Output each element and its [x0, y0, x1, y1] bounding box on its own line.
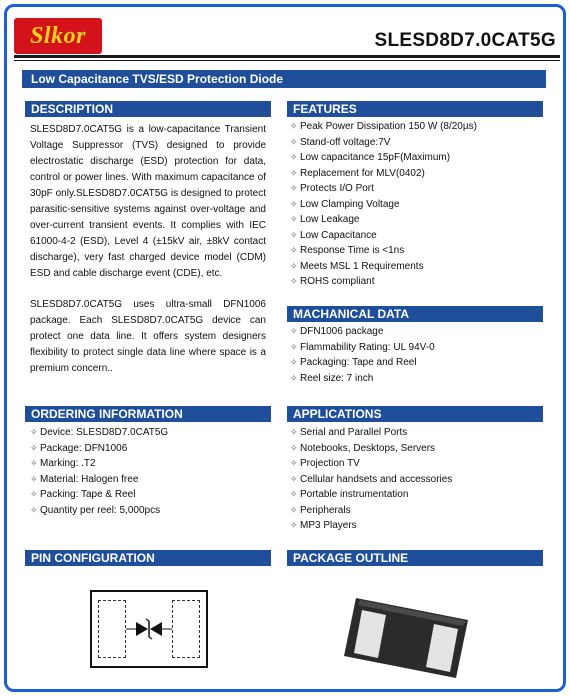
ordering-item	[30, 425, 168, 441]
diamond-outline-icon: ✧	[30, 489, 38, 499]
ordering-item-text: Package: DFN1006	[40, 442, 128, 454]
features-item-text: Meets MSL 1 Requirements	[300, 260, 424, 272]
diamond-outline-icon: ✧	[290, 372, 298, 383]
features-item-text: Low capacitance 15pF(Maximum)	[300, 152, 451, 163]
diamond-outline-icon: ✧	[290, 504, 298, 515]
features-item	[290, 181, 477, 197]
package-outline-image	[338, 590, 478, 680]
description-body	[30, 122, 266, 392]
title-divider-thin	[14, 60, 560, 61]
features-item	[290, 274, 477, 290]
mechanical-item	[290, 371, 435, 387]
diamond-outline-icon: ✧	[290, 442, 298, 453]
diamond-outline-icon: ✧	[290, 276, 298, 286]
ordering-item-text: Material: Halogen free	[40, 473, 139, 485]
ordering-heading: ORDERING INFORMATION	[25, 406, 271, 422]
features-item	[290, 150, 477, 166]
features-item	[290, 243, 477, 259]
applications-item-text: Serial and Parallel Ports	[300, 427, 408, 438]
diamond-outline-icon: ✧	[290, 198, 298, 209]
features-item-text: Peak Power Dissipation 150 W (8/20µs)	[300, 121, 477, 132]
ordering-item-text: Packing: Tape & Reel	[40, 489, 136, 500]
diamond-outline-icon: ✧	[290, 214, 298, 224]
ordering-item-text: Marking: .T2	[40, 458, 96, 469]
features-heading: FEATURES	[287, 101, 543, 117]
applications-item-text: Peripherals	[300, 504, 351, 516]
ordering-item-text: Device: SLESD8D7.0CAT5G	[40, 427, 169, 438]
features-item-text: ROHS compliant	[300, 276, 375, 287]
features-item	[290, 259, 477, 275]
applications-item-text: Cellular handsets and accessories	[300, 473, 453, 485]
ordering-item	[30, 456, 168, 472]
applications-item-text: Portable instrumentation	[300, 489, 409, 500]
applications-item-text: MP3 Players	[300, 520, 357, 531]
features-item-text: Low Capacitance	[300, 229, 377, 241]
applications-item	[290, 487, 452, 503]
diamond-outline-icon: ✧	[290, 473, 298, 484]
brand-logo	[14, 18, 102, 54]
subtitle-bar: Low Capacitance TVS/ESD Protection Diode	[22, 70, 546, 88]
mechanical-item-text: Flammability Rating: UL 94V-0	[300, 341, 435, 353]
pin-config-heading: PIN CONFIGURATION	[25, 550, 271, 566]
features-item	[290, 135, 477, 151]
part-number-title: SLESD8D7.0CAT5G	[374, 30, 556, 51]
mechanical-item	[290, 324, 435, 340]
diamond-outline-icon: ✧	[30, 427, 38, 437]
features-list	[290, 119, 477, 290]
diamond-outline-icon: ✧	[30, 458, 38, 468]
package-outline-heading: PACKAGE OUTLINE	[287, 550, 543, 566]
diamond-outline-icon: ✧	[290, 458, 298, 468]
applications-item	[290, 425, 452, 441]
diamond-outline-icon: ✧	[290, 326, 298, 336]
features-item	[290, 228, 477, 244]
applications-item	[290, 503, 452, 519]
diamond-outline-icon: ✧	[290, 183, 298, 193]
mechanical-item-text: Packaging: Tape and Reel	[300, 357, 417, 368]
applications-heading: APPLICATIONS	[287, 406, 543, 422]
diamond-outline-icon: ✧	[30, 442, 38, 453]
features-item-text: Low Clamping Voltage	[300, 198, 400, 210]
diamond-outline-icon: ✧	[290, 121, 298, 131]
diamond-outline-icon: ✧	[30, 504, 38, 515]
applications-item	[290, 518, 452, 534]
applications-item	[290, 441, 452, 457]
logo-text: Slkor	[30, 22, 86, 49]
diamond-outline-icon: ✧	[290, 136, 298, 147]
features-item-text: Replacement for MLV(0402)	[300, 167, 425, 179]
ordering-item	[30, 441, 168, 457]
ordering-item	[30, 503, 168, 519]
diamond-outline-icon: ✧	[290, 489, 298, 499]
mechanical-item-text: Reel size: 7 inch	[300, 372, 374, 384]
mechanical-item	[290, 340, 435, 356]
diamond-outline-icon: ✧	[30, 473, 38, 484]
ordering-list	[30, 425, 168, 518]
ordering-item-text: Quantity per reel: 5,000pcs	[40, 504, 161, 516]
diamond-outline-icon: ✧	[290, 167, 298, 178]
applications-item	[290, 472, 452, 488]
applications-item-text: Projection TV	[300, 458, 360, 469]
applications-list	[290, 425, 452, 534]
diamond-outline-icon: ✧	[290, 229, 298, 240]
mechanical-item-text: DFN1006 package	[300, 326, 384, 337]
description-heading: DESCRIPTION	[25, 101, 271, 117]
mechanical-heading: MACHANICAL DATA	[287, 306, 543, 322]
applications-item-text: Notebooks, Desktops, Servers	[300, 442, 436, 454]
pin-configuration-diagram	[90, 590, 208, 668]
diamond-outline-icon: ✧	[290, 152, 298, 162]
diamond-outline-icon: ✧	[290, 427, 298, 437]
features-item-text: Response Time is <1ns	[300, 245, 405, 256]
features-item	[290, 166, 477, 182]
description-paragraph-2: SLESD8D7.0CAT5G uses ultra-small DFN1006 package. Each SLESD8D7.0CAT5G device can protect one data line. It offers system designers flexibility to protect single data line where space is a premium concern..	[30, 299, 266, 374]
title-divider	[14, 55, 560, 58]
features-item	[290, 119, 477, 135]
mechanical-list	[290, 324, 435, 386]
diamond-outline-icon: ✧	[290, 260, 298, 271]
diamond-outline-icon: ✧	[290, 245, 298, 255]
mechanical-item	[290, 355, 435, 371]
ordering-item	[30, 487, 168, 503]
features-item	[290, 197, 477, 213]
description-paragraph-1: SLESD8D7.0CAT5G is a low-capacitance Transient Voltage Suppressor (TVS) designed to provide electrostatic discharge (ESD) protection for data, control or power lines. With maximum capacitance of 30pF only.SLESD8D7.0CAT5G is designed to protect parasitic-sensitive systems against over-voltage and over-current transient events. It complies with IEC 61000-4-2 (ESD), Level 4 (±15kV air, ±8kV contact discharge), very fast charged device model (CDM) ESD and cable discharge event (CDE), etc.	[30, 124, 266, 279]
tvs-diode-symbol-icon	[92, 592, 206, 666]
diamond-outline-icon: ✧	[290, 520, 298, 530]
diamond-outline-icon: ✧	[290, 341, 298, 352]
features-item-text: Stand-off voltage:7V	[300, 136, 391, 148]
applications-item	[290, 456, 452, 472]
features-item-text: Protects I/O Port	[300, 183, 374, 194]
ordering-item	[30, 472, 168, 488]
features-item	[290, 212, 477, 228]
diamond-outline-icon: ✧	[290, 357, 298, 367]
features-item-text: Low Leakage	[300, 214, 360, 225]
